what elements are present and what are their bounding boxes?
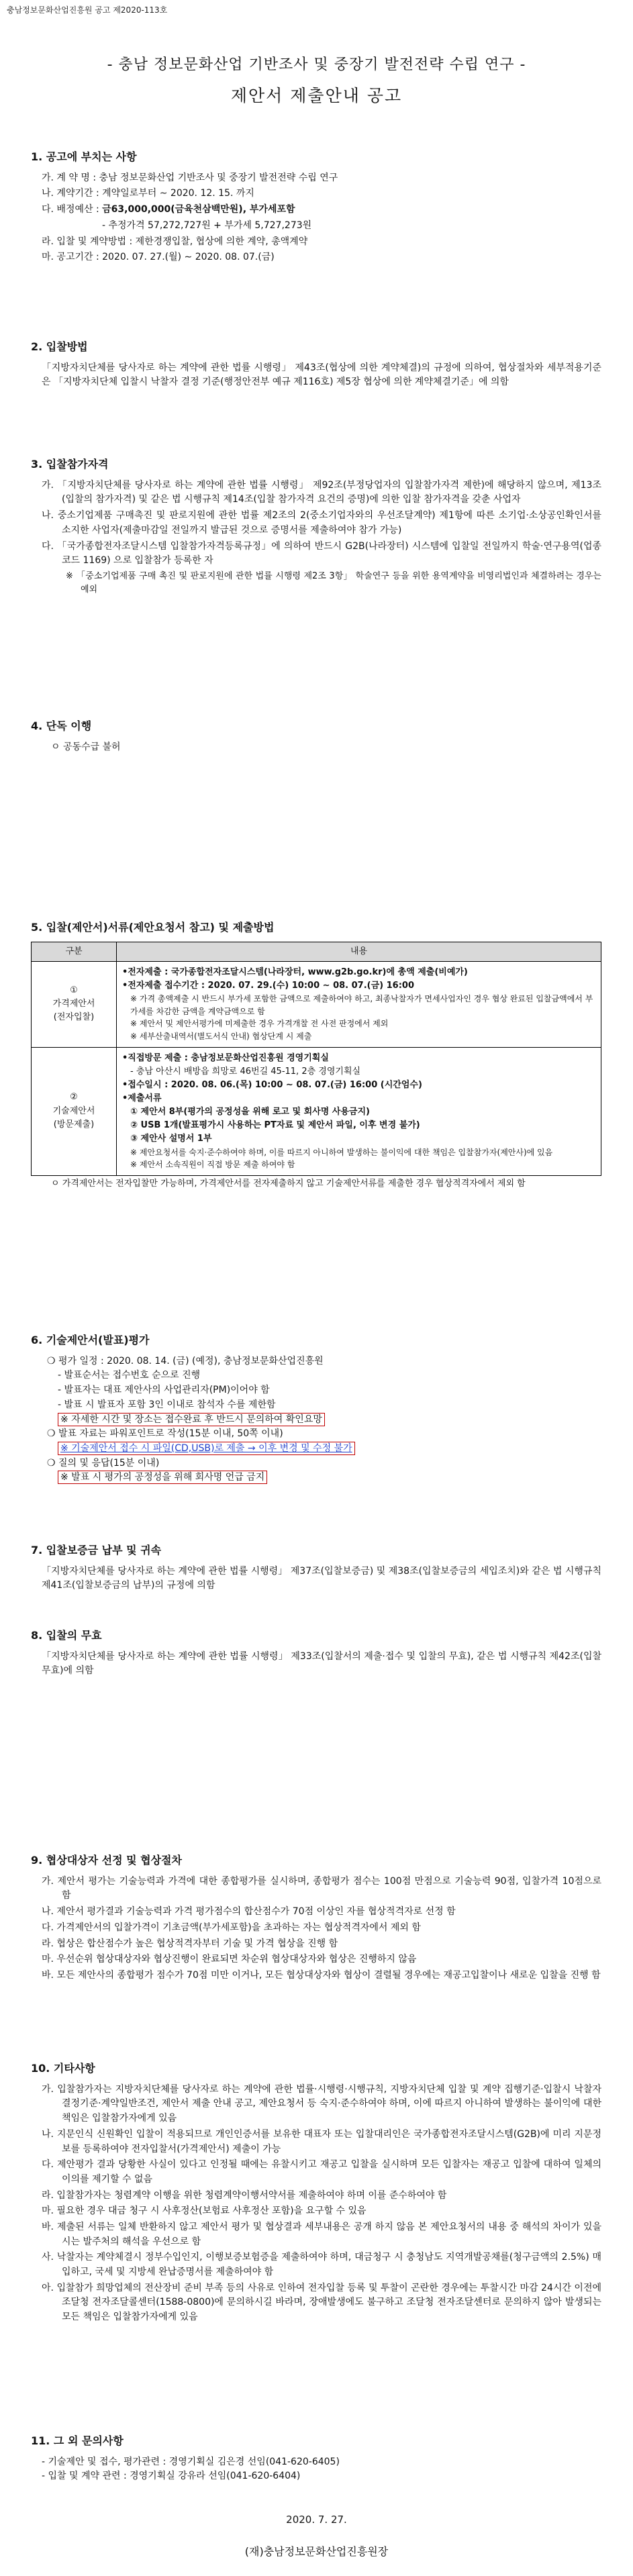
section-5 (31, 920, 601, 1192)
section-6-heading: 6. 기술제안서(발표)평가 (31, 1334, 150, 1346)
section-9-heading: 9. 협상대상자 선정 및 협상절차 (31, 1854, 182, 1867)
section-2-heading: 2. 입찰방법 (31, 340, 88, 353)
section-9: 9. 협상대상자 선정 및 협상절차 가. 제안서 평가는 기술능력과 가격에 대한 종합평가를 실시하며, 종합평가 점수는 100점 만점으로 기술능력 90점, 입찰가격 10점으로 함 나. 제안서 평가결과 기술능력과 가격 평가점수의 합산점수가 70점 이상인 자를 협상적격자로 선정 함 다. 가격제안서의 입찰가격이 기초금액(부가세포함)을 초과하는 자는 협상적격자에서 제외 함 라. 협상은 합산점수가 높은 협상적격자부터 기술 및 가격 협상을 진행 함 마. 우선순위 협상대상자와 협상진행이 완료되면 차순위 협상대상자와 협상은 진행하지 않음 바. 모든 제안사의 종합평가 점수가 70점 미만 이거나, 모든 협상대상자와 협상이 결렬될 경우에는 재공고입찰이나 새로운 입찰을 진행 함 (31, 1854, 601, 1981)
section-7 (31, 1542, 601, 1593)
section-2 (31, 339, 601, 390)
section-4 (31, 718, 601, 754)
section-3-note: ※ 「중소기업제품 구매 촉진 및 판로지원에 관한 법률 시행령 제2조 3항」 학술연구 등을 위한 용역계약을 비영리법인과 체결하려는 경우는 예외 (66, 571, 601, 595)
contract-period-row: 나. 계약기간 : 계약일로부터 ∼ 2020. 12. 15. 까지 (42, 188, 254, 199)
submission-table (31, 942, 601, 1176)
tech-proposal-content: •직접방문 제출 : 충남정보문화산업진흥원 경영기획실 - 충남 아산시 배방읍 희망로 46번길 45-11, 2층 경영기획실 •접수일시 : 2020. 08. 06.(목) 10:00 ∼ 08. 07.(금) 16:00 (시간엄수) •제출서류 ① 제안서 8부(평가의 공정성을 위해 로고 및 회사명 사용금지) ② USB 1개(발표평가시 사용하는 PT자료 및 제안서 파일, 이후 변경 불가) ③ 제안사 설명서 1부 ※ 제안요청서를 숙지·준수하여야 하며, 이를 따르지 아니하여 발생하는 불이익에 대한 책임은 입찰참가자(제안사)에 있음 ※ 제안서 소속직원이 직접 방문 제출 하여야 함 (117, 1047, 601, 1175)
section-1 (31, 149, 601, 266)
section-11-heading: 11. 그 외 문의사항 (31, 2434, 124, 2447)
notice-date: 2020. 7. 27. (286, 2514, 347, 2526)
section-3-item-na: 나. 중소기업제품 구매촉진 및 판로지원에 관한 법률 제2조의 2(중소기업자와의 우선조달계약) 제1항에 따른 소기업·소상공인확인서를 소지한 사업자(제출마감일 전일까지 발급된 것으로 증명서를 제출하여야 참가 가능) (42, 510, 601, 536)
notice-title: 제안서 제출안내 공고 (230, 86, 403, 105)
table-row (32, 961, 601, 1047)
table-header-category: 구분 (32, 942, 117, 961)
issuing-organization: (재)충남정보문화산업진흥원장 (244, 2545, 389, 2558)
section-3 (31, 456, 601, 598)
section-5-heading: 5. 입찰(제안서)서류(제안요청서 참고) 및 제출방법 (31, 921, 275, 934)
section-5-note: ㅇ 가격제안서는 전자입찰만 가능하며, 가격제안서를 전자제출하지 않고 기술제안서류를 제출한 경우 협상적격자에서 제외 함 (51, 1178, 526, 1189)
notice-no-company-name: ※ 발표 시 평가의 공정성을 위해 회사명 언급 금지 (58, 1471, 267, 1484)
price-proposal-label: ① 가격제안서 (전자입찰) (32, 961, 117, 1047)
section-8-heading: 8. 입찰의 무효 (31, 1629, 102, 1642)
section-8 (31, 1628, 601, 1679)
section-11 (31, 2433, 601, 2484)
section-1-items (31, 171, 601, 265)
section-8-text: 「지방자치단체를 당사자로 하는 계약에 관한 법률 시행령」 제33조(입찰서의 제출·접수 및 입찰의 무효), 같은 법 시행규칙 제42조(입찰무효)에 의함 (42, 1650, 601, 1677)
price-proposal-content: •전자제출 : 국가종합전자조달시스템(나라장터, www.g2b.go.kr)에 총액 제출(비예가) •전자제출 접수기간 : 2020. 07. 29.(수) 10:00 ∼ 08. 07.(금) 16:00 ※ 가격 총액제출 시 반드시 부가세 포함한 금액으로 제출하여야 하고, 최종낙찰자가 면세사업자인 경우 협상 완료된 입찰금액에서 부가세를 차감한 금액을 계약금액으로 함 ※ 제안서 및 제안서평가에 미제출한 경우 가격개찰 전 사전 판정에서 제외 ※ 세부산출내역서(별도서식 안내) 협상단계 시 제출 (117, 961, 601, 1047)
tech-proposal-label: ② 기술제안서 (방문제출) (32, 1047, 117, 1175)
project-title: - 충남 정보문화산업 기반조사 및 중장기 발전전략 수립 연구 - (107, 56, 526, 73)
section-1-heading: 1. 공고에 부치는 사항 (31, 150, 137, 163)
section-2-text: 「지방자치단체를 당사자로 하는 계약에 관한 법률 시행령」 제43조(협상에 의한 계약체결)의 규정에 의하여, 협상절차와 세부적용기준은 「지방자치단체 입찰시 낙찰자 결정 기준(행정안전부 예규 제116호) 제5장 협상에 의한 계약체결기준」에 의함 (42, 362, 601, 388)
section-7-text: 「지방자치단체를 당사자로 하는 계약에 관한 법률 시행령」 제37조(입찰보증금) 및 제38조(입찰보증금의 세입조치)와 같은 법 시행규칙 제41조(입찰보증금의 납부)의 규정에 의함 (42, 1565, 601, 1591)
notice-confirm-time: ※ 자세한 시간 및 장소는 접수완료 후 반드시 문의하여 확인요망 (58, 1413, 325, 1426)
notice-period-row: 마. 공고기간 : 2020. 07. 27.(월) ∼ 2020. 08. 07.(금) (42, 252, 275, 263)
budget-row: 다. 배정예산 : 금63,000,000(금육천삼백만원), 부가세포함 (42, 204, 295, 215)
section-3-item-da: 다. 「국가종합전자조달시스템 입찰참가자격등록규정」에 의하여 반드시 G2B(나라장터) 시스템에 입찰일 전일까지 학술·연구용역(업종코드 1169) 으로 입찰참가 등록한 자 (42, 540, 601, 566)
section-3-item-ga: 가. 「지방자치단체를 당사자로 하는 계약에 관한 법률 시행령」 제92조(부정당업자의 입찰참가자격 제한)에 해당하지 않으며, 제13조(입찰의 참가자격) 및 같은 법 시행규칙 제14조(입찰 참가자격 요건의 증명)에 의한 입찰 참가자격을 갖춘 사업자 (42, 479, 601, 505)
section-3-heading: 3. 입찰참가자격 (31, 458, 109, 470)
section-10: 10. 기타사항 가. 입찰참가자는 지방자치단체를 당사자로 하는 계약에 관한 법률·시행령·시행규칙, 지방자치단체 입찰 및 계약 집행기준·입찰시 낙찰자 결정기준·계약일반조건, 제안서 제출 안내 공고, 제안요청서 등 숙지·준수하여야 하며, 이에 따르지 아니하여 발생하는 불이익에 대한 책임은 입찰참가자에게 있음 나. 지문인식 신원확인 입찰이 적용되므로 개인인증서를 보유한 대표자 또는 입찰대리인은 국가종합전자조달시스템(G2B)에 미리 지문정보를 등록하여야 전자입찰서(가격제안서) 제출이 가능 다. 제안평가 결과 당황한 사실이 있다고 인정될 때에는 유찰시키고 재공고 입찰을 실시하며 모든 입찰자는 재공고 입찰에 대하여 일체의 이의를 제기할 수 없음 라. 입찰참가자는 청렴계약 이행을 위한 청렴계약이행서약서를 제출하여야 하며 이를 준수하여야 함 마. 필요한 경우 대금 청구 시 사후정산(보험료 사후정산 포함)을 요구할 수 있음 바. 제출된 서류는 일체 반환하지 않고 제안서 평가 및 협상결과 세부내용은 공개 하지 않음 본 제안요청서의 내용 중 해석의 차이가 있을 시는 발주처의 해석을 우선으로 함 사. 낙찰자는 계약체결시 정부수입인지, 이행보증보험증을 제출하여야 하며, 대금청구 시 충청남도 지역개발공채를(청구금액의 2.5%) 매입하고, 국세 및 지방세 완납증명서를 제출하여야 함 아. 입찰참가 희망업체의 전산장비 준비 부족 등의 사유로 인하여 전자입찰 등록 및 투찰이 곤란한 경우에는 투찰시간 마감 24시간 이전에 조달청 전자조달콜센터(1588-0800)에 문의하시길 바라며, 장애발생에도 불구하고 조달청 전자조달센터로 문의하지 않아 발생되는 모든 책임은 입찰참가자에게 있음 (31, 2062, 601, 2323)
estimated-price-row: - 추정가격 57,272,727원 + 부가세 5,727,273원 (102, 219, 312, 231)
section-10-heading: 10. 기타사항 (31, 2062, 95, 2075)
section-4-heading: 4. 단독 이행 (31, 720, 92, 732)
bid-method-row: 라. 입찰 및 계약방법 : 제한경쟁입찰, 협상에 의한 계약, 총액계약 (42, 236, 308, 247)
document-number: 충남정보문화산업진흥원 공고 제2020-113호 (7, 5, 168, 15)
contract-name-row: 가. 계 약 명 : 충남 정보문화산업 기반조사 및 중장기 발전전략 수립 연구 (42, 172, 338, 183)
table-header-content: 내용 (117, 942, 601, 961)
contact-proposal: - 기술제안 및 접수, 평가관련 : 경영기획실 김은경 선임(041-620-6405) (42, 2456, 340, 2467)
contact-contract: - 입찰 및 계약 관련 : 경영기획실 강유라 선임(041-620-6404) (42, 2471, 301, 2482)
table-row (32, 1047, 601, 1175)
section-4-text: ㅇ 공동수급 불허 (51, 741, 121, 752)
section-7-heading: 7. 입찰보증금 납부 및 귀속 (31, 1544, 162, 1556)
section-6: 6. 기술제안서(발표)평가 ❍ 평가 일정 : 2020. 08. 14. (금) (예정), 충남정보문화산업진흥원 - 발표순서는 접수번호 순으로 진행 - 발표자는 대표 제안사의 사업관리자(PM)이어야 함 - 발표 시 발표자 포함 3인 이내로 참석자 수를 제한함 ※ 자세한 시간 및 장소는 접수완료 후 반드시 문의하여 확인요망 ❍ 발표 자료는 파워포인트로 작성(15분 이내, 50쪽 이내) ※ 기술제안서 접수 시 파일(CD,USB)로 제출 → 이후 변경 및 수정 불가 ❍ 질의 및 응답(15분 이내) ※ 발표 시 평가의 공정성을 위해 회사명 언급 금지 (31, 1332, 601, 1485)
notice-no-change: ※ 기술제안서 접수 시 파일(CD,USB)로 제출 → 이후 변경 및 수정 불가 (58, 1442, 355, 1455)
